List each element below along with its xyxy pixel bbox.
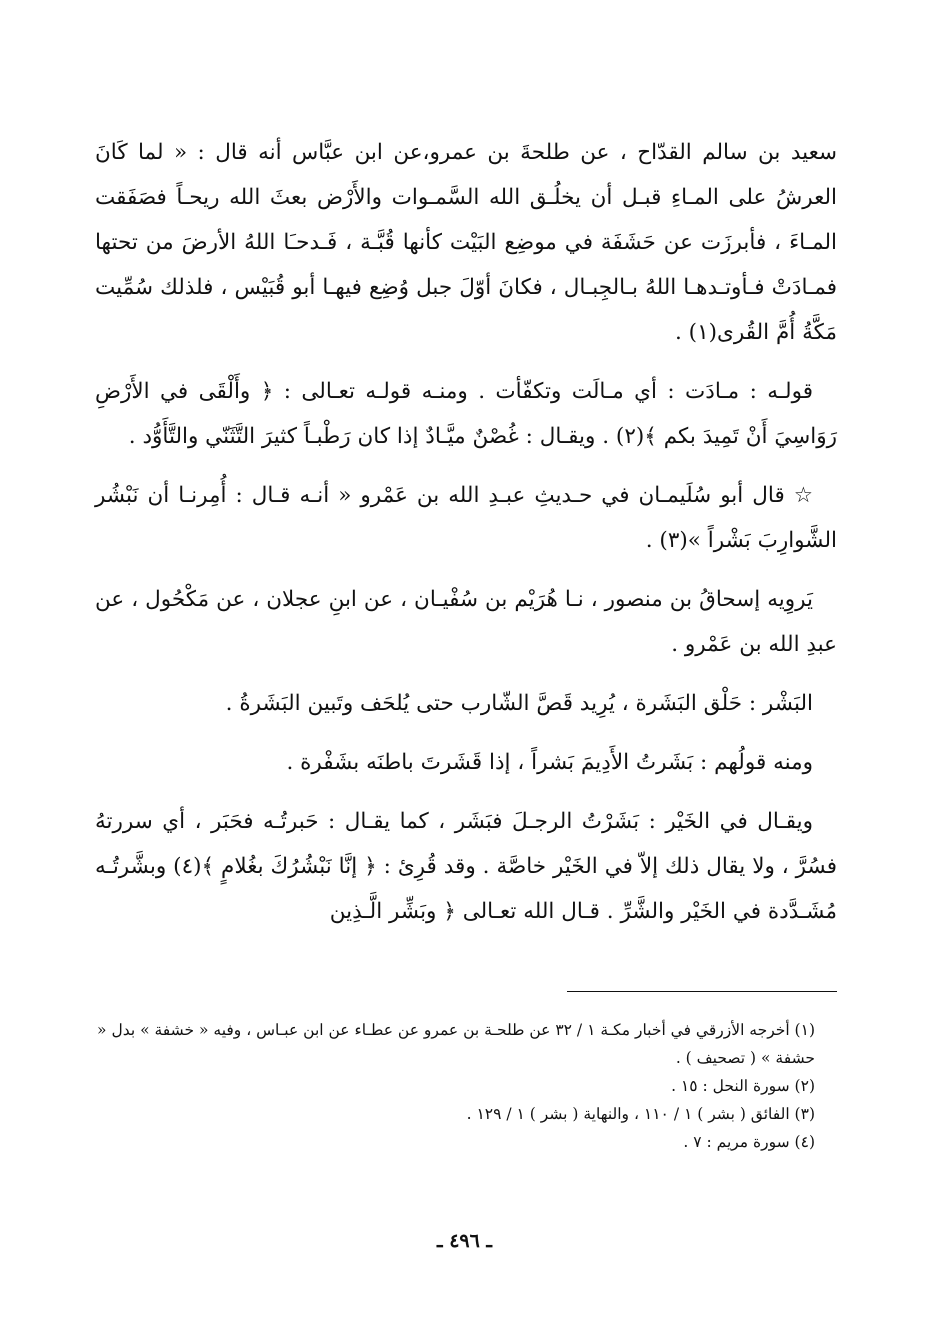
paragraph-bashr-khayr: ويقـال في الخَيْر : بَشَرْتُ الرجـلَ فبَشَر ، كما يقـال : حَبرتُـه فحَبَر ، أي سررتهُ فسُرَّ ، ولا يقال ذلك إلاّ في الخَيْر خاصَّة . وقد قُرِئ : ﴿ إنَّا نَبْشُرُكَ بغُلامٍ ﴾(٤) وبشَّرتُـه مُشَـدَّدة في الخَيْر والشَّرِّ . قـال الله تعـالى ﴿ وبَشِّر الَّـذِين	[95, 809, 837, 924]
footnote-4: (٤) سورة مريم : ٧ .	[683, 1133, 815, 1151]
page-number: ـ ٤٩٦ ـ	[437, 1230, 492, 1252]
paragraph-isnad: يَروِيه إسحاقُ بن منصور ، نـا هُرَيْم بن سُفْيـان ، عن ابنِ عجلان ، عن مَكْحُول ، عن عبدِ الله بن عَمْرو .	[95, 587, 837, 657]
paragraph-bashr-definition: البَشْر : حَلْق البَشَرة ، يُرِيد قَصَّ الشّارب حتى يُلحَف وتَبين البَشَرةُ .	[225, 691, 813, 716]
paragraph-bashr-adim: ومنه قولُهم : بَشَرتُ الأَدِيمَ بَشراً ، إذا قَشَرتَ باطنَه بشَفْرة .	[286, 750, 813, 775]
paragraph-hadith-creation: سعيد بن سالم القدّاح ، عن طلحةَ بن عمرو،عن ابن عبَّاس أنه قال : « لما كَانَ العرشُ على المـاءِ قبـل أن يخلُـق الله السَّمـوات والأَرْض بعثَ الله ريحـاً فصَفَقت المـاءَ ، فأبرزَت عن حَشَفَة في موضِع البَيْت كأنها قُبَّـة ، فَـدحـَا اللهُ الأرضَ من تحتها فمـادَتْ فـأوتـدهـا اللهُ بـالجِبـال ، فكانَ أوّلَ جبل وُضِع فيهـا أبو قُبَيْس ، فلذلك سُمِّيت مَكَّةُ أُمَّ القُرى(١) .	[95, 140, 837, 345]
paragraph-abu-sulayman-hadith: ☆ قال أبو سُلَيمـان في حـديثِ عبـدِ الله بن عَمْرو « أنـه قـال : أُمِرنـا أن نَبْشُر الشَّوارِبَ بَشْراً »(٣) .	[95, 483, 837, 553]
paragraph-madat-explanation: قولـه : مـادَت : أي مـالَت وتكفّأت . ومنـه قولـه تعـالى : ﴿ وأَلْقَى في الأَرْضِ رَوَاسِيَ أَنْ تَمِيدَ بكم ﴾(٢) . ويقـال : غُصْنٌ ميَّـادٌ إذا كان رَطْبـاً كثيرَ التَّثَنّي والتَّأَوُّد .	[95, 379, 837, 449]
footnote-1: (١) أخرجه الأزرقي في أخبار مكـة ١ / ٣٢ عن طلحـة بن عمرو عن عطـاء عن ابن عبـاس ، وفيه « خشفة » بدل « حشفة » ( تصحيف ) .	[97, 1021, 815, 1067]
footnote-3: (٣) الفائق ( بشر ) ١ / ١١٠ ، والنهاية ( بشر ) ١ / ١٢٩ .	[466, 1105, 815, 1123]
main-text	[95, 130, 837, 948]
footnote-separator	[567, 991, 837, 992]
footnotes	[95, 1016, 837, 1156]
footnote-2: (٢) سورة النحل : ١٥ .	[671, 1077, 815, 1095]
